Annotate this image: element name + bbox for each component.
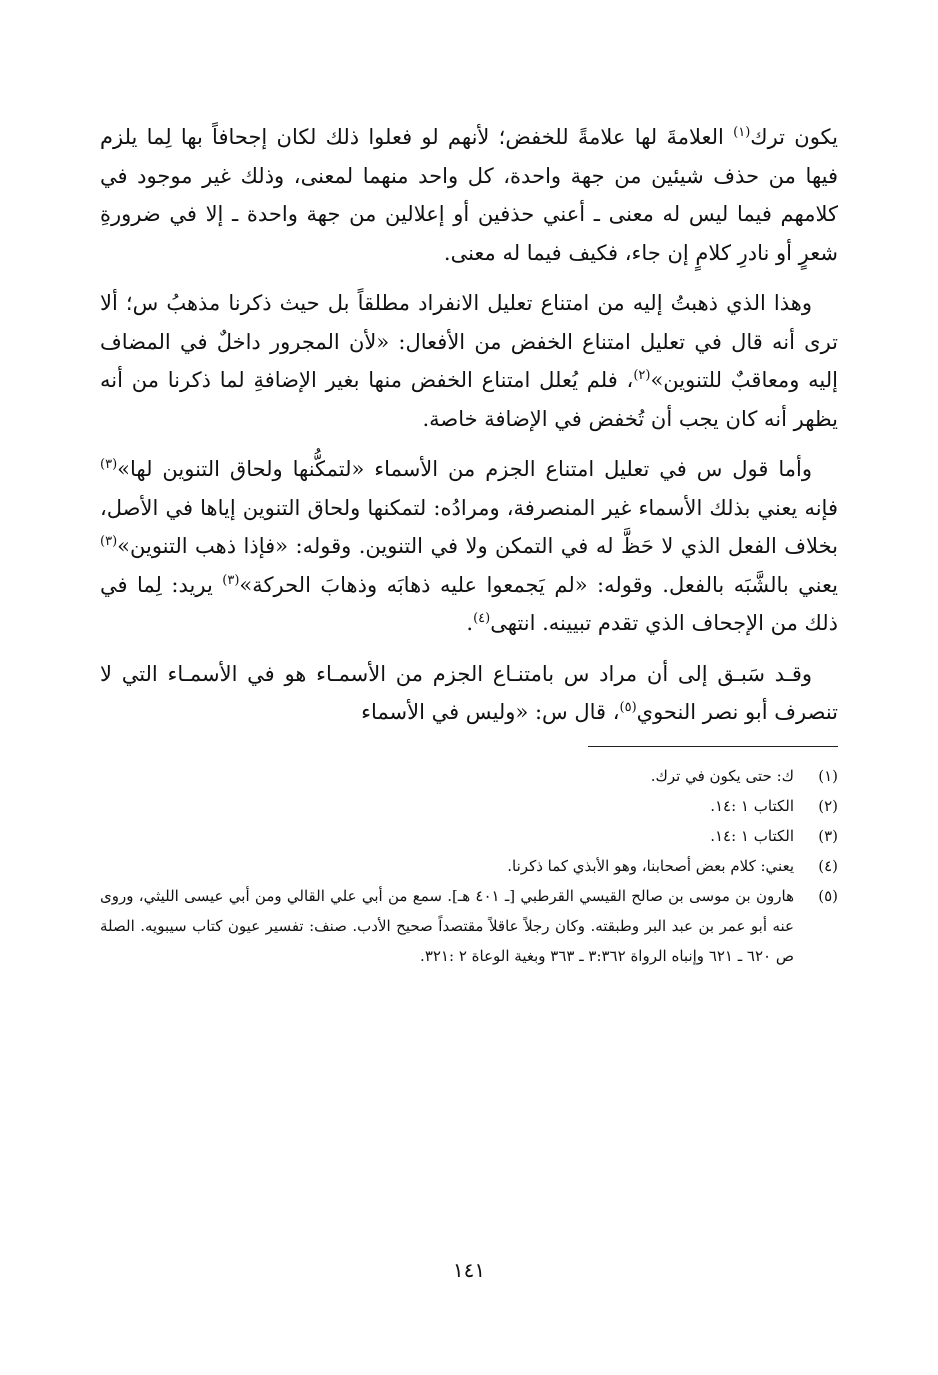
footnote-text: هارون بن موسى بن صالح القيسي القرطبي [ـ ٤٠١ هـ]. سمع من أبي علي القالي ومن أبي عيسى الليثي، وروى عنه أبو عمر بن عبد البر وطبقته. وكان رجلاً عاقلاً مقتصداً صحيح الأدب. صنف: تفسير عيون كتاب سيبويه. الصلة ص ٦٢٠ ـ ٦٢١ وإنباه الرواة ٣:٣٦٢ ـ ٣٦٣ وبغية الوعاة ٢ :٣٢١. [100, 886, 794, 965]
paragraph-text: يعني بالشَّبَه بالفعل. وقوله: «لم يَجمعوا عليه ذهابَه وذهابَ الحركة» [239, 572, 838, 597]
footnote-text: يعني: كلام بعض أصحابنا، وهو الأبذي كما ذكرنا. [507, 856, 794, 875]
paragraph-text: يريد: لِما في ذلك من الإجحاف الذي تقدم تبيينه. انتهى [100, 572, 838, 635]
footnote-item [100, 851, 838, 881]
footnote-ref[interactable]: (٢) [633, 368, 651, 383]
page-body [100, 118, 838, 971]
paragraph-text: وقـد سَبـق إلى أن مراد س بامتنـاع الجزم من الأسمـاء هو في الأسمـاء التي لا تنصرف أبو نصر النحوي [100, 661, 838, 724]
paragraph-text: ، فلم يُعلل امتناع الخفض منها بغير الإضافةِ لما ذكرنا من أنه يظهر أنه كان يجب أن تُخفض في الإضافة خاصة. [100, 368, 838, 431]
paragraph-3 [100, 450, 838, 643]
paragraph-text: العلامةَ لها علامةً للخفض؛ لأنهم لو فعلوا ذلك لكان إجحافاً بها لِما يلزم فيها من حذف شيئين من جهة واحدة، كل واحد منهما لمعنى، وذلك غير موجود في كلامهم فيما ليس له معنى ـ أعني حذفين أو إعلالين من جهة واحدة ـ إلا في ضرورةِ شعرٍ أو نادرِ كلامٍ إن جاء، فكيف فيما له معنى. [100, 125, 838, 265]
footnote-item [100, 881, 838, 971]
footnote-item [100, 761, 838, 791]
paragraph-text: وأما قول س في تعليل امتناع الجزم من الأسماء «لتمكُّنها ولحاق التنوين لها» [117, 457, 812, 481]
footnote-text: الكتاب ١ :١٤. [710, 796, 794, 815]
footnote-ref[interactable]: (١) [733, 125, 751, 140]
footnote-number: (٥) [818, 886, 838, 905]
footnote-number: (٤) [818, 856, 838, 875]
paragraph-text: ، قال س: «وليس في الأسماء [361, 700, 620, 724]
footnote-ref[interactable]: (٣) [100, 457, 118, 472]
footnote-ref[interactable]: (٣) [100, 534, 118, 549]
footnotes-list [100, 761, 838, 971]
footnote-ref[interactable]: (٥) [619, 700, 637, 715]
main-text [100, 118, 838, 732]
footnote-number: (١) [818, 766, 838, 785]
footnote-item [100, 791, 838, 821]
paragraph-4 [100, 655, 838, 732]
paragraph-1 [100, 118, 838, 272]
footnote-text: ك: حتى يكون في ترك. [650, 766, 794, 785]
paragraph-text: يكون ترك [750, 125, 838, 149]
paragraph-2 [100, 284, 838, 438]
footnote-text: الكتاب ١ :١٤. [710, 826, 794, 845]
page-number: ١٤١ [452, 1258, 486, 1282]
footnote-item [100, 821, 838, 851]
footnote-ref[interactable]: (٣) [222, 572, 240, 588]
footnote-number: (٣) [818, 826, 838, 845]
footnote-ref[interactable]: (٤) [473, 611, 491, 626]
paragraph-text: فإنه يعني بذلك الأسماء غير المنصرفة، ومرادُه: لتمكنها ولحاق التنوين إياها في الأصل، بخلاف الفعل الذي لا حَظَّ له في التمكن ولا في التنوين. وقوله: «فإذا ذهب التنوين» [100, 495, 838, 558]
paragraph-text: . [466, 611, 474, 635]
paragraph-text: وهذا الذي ذهبتُ إليه من امتناع تعليل الانفراد مطلقاً بل حيث ذكرنا مذهبُ س؛ ألا ترى أنه قال في تعليل امتناع الخفض من الأفعال: «لأن المجرور داخلٌ في المضاف إليه ومعاقبٌ للتنوين» [100, 291, 838, 392]
footnote-divider [588, 746, 838, 747]
footnote-number: (٢) [818, 796, 838, 815]
